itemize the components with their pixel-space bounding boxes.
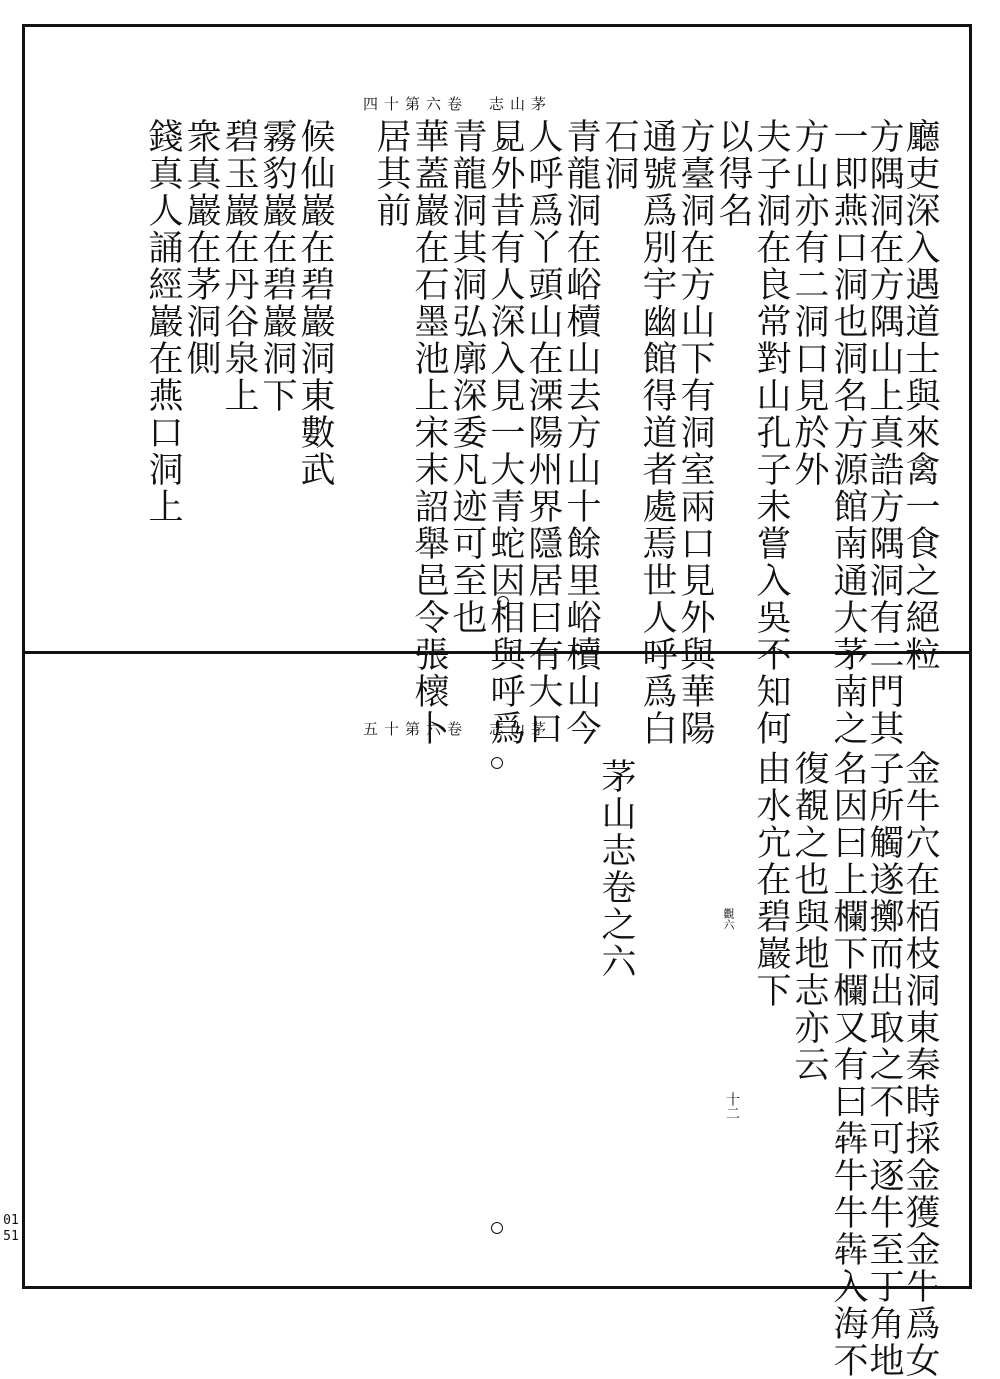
text-column: 候仙巖在碧巖洞東數武 — [295, 118, 335, 488]
text-column: 見外昔有人深入見一大青蛇因相與呼爲 — [485, 118, 525, 747]
binding-hole-mark — [491, 757, 503, 769]
text-column: 廳吏深入遇道士與來禽一食之絕粒 — [900, 118, 940, 673]
text-column: 霧豹巖在碧巖洞下 — [257, 118, 297, 414]
closing-title: 茅山志卷之六 — [596, 758, 636, 980]
text-column: 金牛穴在栢枝洞東秦時採金獲金牛爲女 — [900, 750, 940, 1379]
text-column: 以得名 — [713, 118, 753, 229]
text-column: 由水宂在碧巖下 — [751, 750, 791, 1009]
text-column: 夫子洞在良常對山孔子未嘗入吳不知何 — [751, 118, 791, 747]
text-column: 青龍洞其洞弘廓深委凡迹可至也 — [447, 118, 487, 636]
text-column: 錢真人誦經巖在燕口洞上 — [143, 118, 183, 525]
text-column: 方臺洞在方山下有洞室兩口見外與華陽 — [675, 118, 715, 747]
scan-id: 0151 — [3, 1213, 19, 1244]
text-column: 石洞 — [599, 118, 639, 192]
top-page-header: 四十第六卷 志山茅 — [363, 95, 553, 113]
text-column: 碧玉巖在丹谷泉上 — [219, 118, 259, 414]
text-column: 華蓋巖在石墨池上宋末詔舉邑令張櫰卜 — [409, 118, 449, 747]
bottom-page-header: 五十第六卷 志山茅 — [363, 720, 553, 738]
small-note: 觀六 — [722, 908, 735, 930]
binding-hole-mark — [497, 138, 509, 150]
text-column: 方山亦有二洞口見於外 — [789, 118, 829, 488]
text-column: 衆真巖在茅洞側 — [181, 118, 221, 377]
text-column: 青龍洞在峪櫝山去方山十餘里峪櫝山今 — [561, 118, 601, 747]
text-column: 名因曰上欄下欄又有曰犇牛牛犇入海不 — [828, 750, 868, 1379]
text-column: 復覩之也與地志亦云 — [789, 750, 829, 1083]
text-column: 方隅洞在方隅山上真誥方隅洞有二門其 — [864, 118, 904, 747]
text-column: 居其前 — [371, 118, 411, 229]
page-number: 十二 — [724, 1092, 740, 1120]
text-column: 人呼爲丫頭山在溧陽州界隱居曰有大口 — [523, 118, 563, 747]
binding-hole-mark — [491, 1222, 503, 1234]
text-column: 一即燕口洞也洞名方源館南通大茅南之 — [828, 118, 868, 747]
text-column: 通號爲別宇幽館得道者處焉世人呼爲白 — [637, 118, 677, 747]
binding-hole-mark — [497, 596, 509, 608]
text-column: 子所觸遂擲而出取之不可逐牛至丁角地 — [864, 750, 904, 1379]
